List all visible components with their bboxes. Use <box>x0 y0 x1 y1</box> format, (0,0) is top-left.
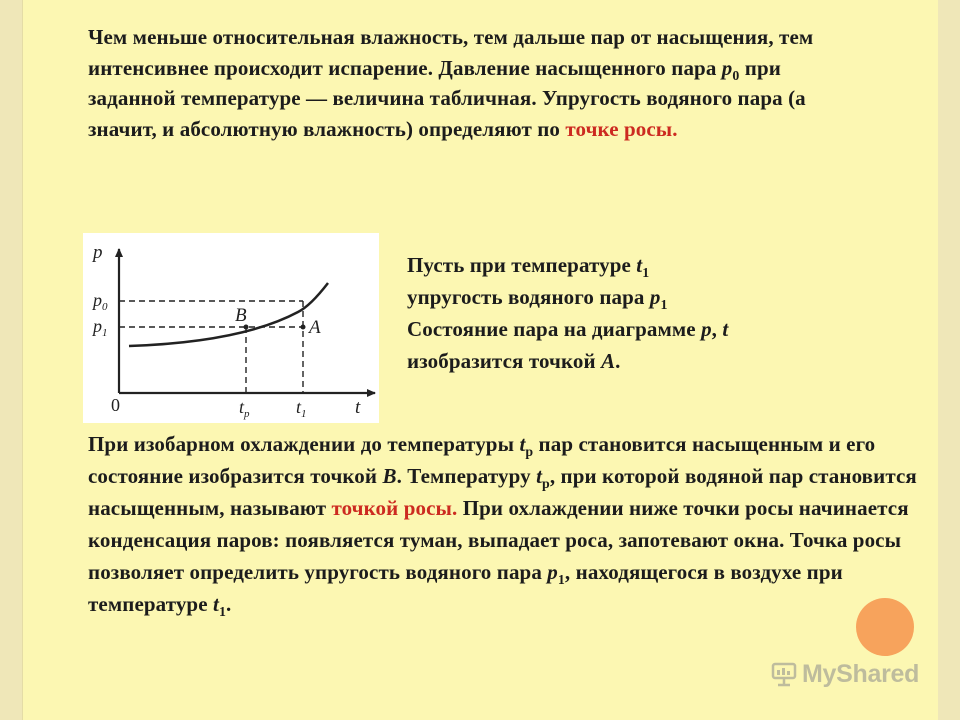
point-b-label: B <box>235 305 247 326</box>
origin-label: 0 <box>111 395 120 415</box>
saturation-curve <box>129 283 328 346</box>
y-axis-label: p <box>93 242 103 263</box>
p0-label: $p_0$ <box>93 290 108 313</box>
t1-label: $t_1$ <box>296 397 307 420</box>
watermark-logo <box>770 656 919 692</box>
right-margin-strip <box>938 0 960 720</box>
left-margin-strip <box>0 0 22 720</box>
paragraph-dew-point: При изобарном охлаждении до температуры $t_р$ пар становится насыщенным и его состояние изобразится точкой В. Температуру $t_р$, при которой водяной пар становится насыщенным, называют точкой росы. При охлаждении ниже точки росы начинается конденсация паров: появляется туман, выпадает роса, запотевают окна. Точка росы позволяет определить упругость водяного пара $p_1$, находящегося в воздухе при температуре $t_1$. <box>88 432 917 620</box>
decorative-orange-circle <box>856 598 914 656</box>
point-a-marker <box>301 325 306 330</box>
dew-point-term: точке росы <box>565 116 673 141</box>
watermark-text: MyShared <box>802 659 920 688</box>
p1-label: $p_1$ <box>93 316 108 339</box>
tp-label: $t_р$ <box>239 397 250 420</box>
dew-point-term-2: точкой росы. <box>331 496 458 520</box>
point-a-label: A <box>309 317 321 338</box>
paragraph-point-a: Пусть при температуре $t_1$ упругость водяного пара $p_1$ Состояние пара на диаграмме p, t изобразится точкой А. <box>407 253 729 373</box>
paragraph-intro: Чем меньше относительная влажность, тем дальше пар от насыщения, тем интенсивнее происходит испарение. Давление насыщенного пара $p_0$ при заданной температуре — величина табличная. Упругость водяного пара (а значит, и абсолютную влажность) определяют по точке росы. <box>88 25 814 141</box>
pressure-temperature-diagram <box>83 233 379 423</box>
presentation-board-icon <box>770 660 798 688</box>
x-axis-label: t <box>355 397 361 418</box>
